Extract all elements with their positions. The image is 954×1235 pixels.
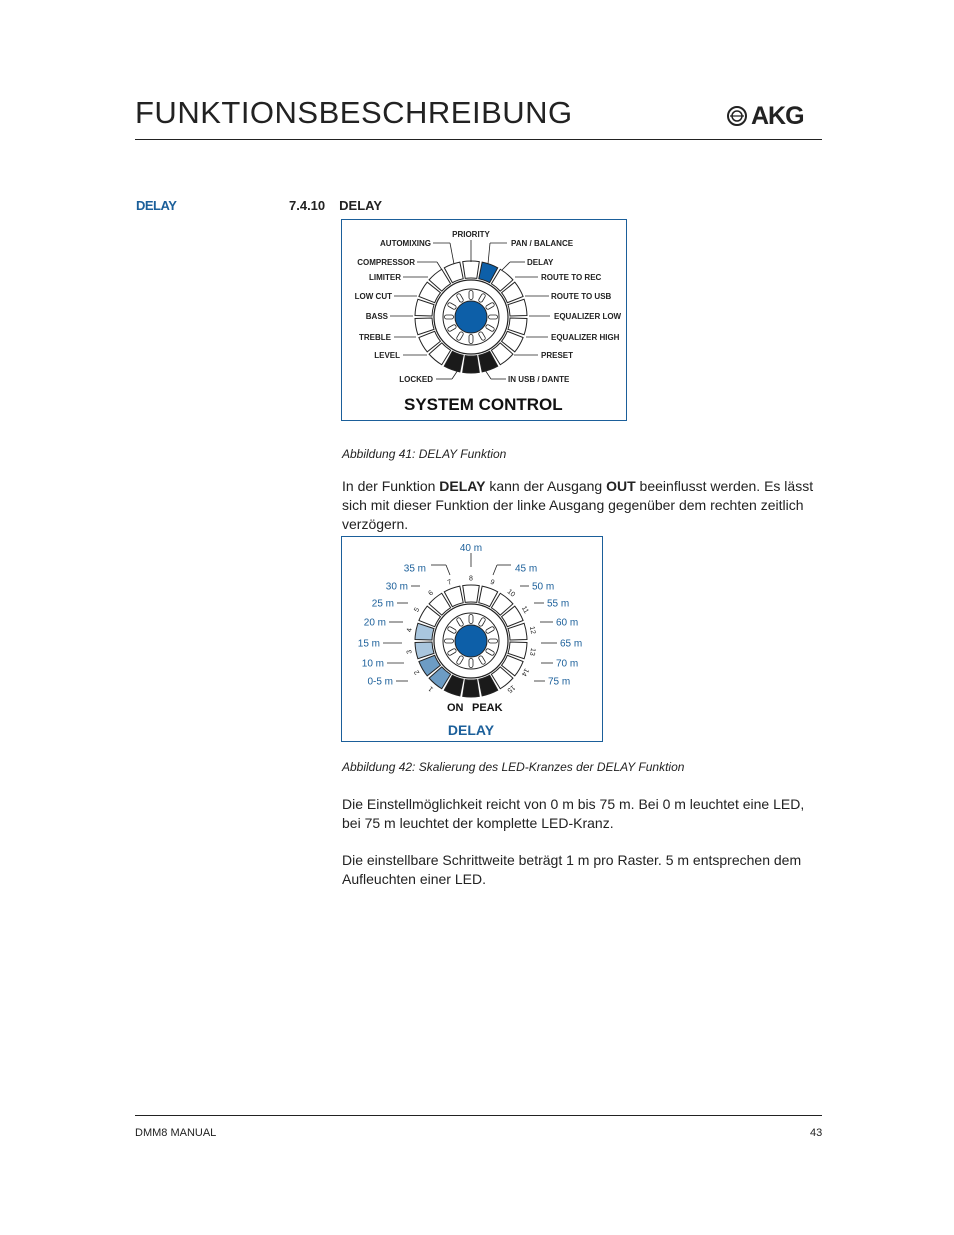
led-segment: [463, 356, 480, 373]
scale-label-left: 20 m: [363, 617, 386, 629]
scale-label-left: 10 m: [361, 658, 384, 670]
label-limiter: LIMITER: [369, 273, 401, 282]
p1-text-1: In der Funktion: [342, 478, 440, 494]
akg-emblem-icon: [727, 106, 747, 126]
scale-label-right: 75 m: [548, 676, 571, 688]
label-in-usb-dante: IN USB / DANTE: [508, 375, 570, 384]
tick-number: 6: [427, 589, 435, 598]
peak-label: PEAK: [472, 702, 503, 714]
akg-logo: [727, 104, 823, 134]
section-heading: [289, 198, 382, 213]
led-segment: [463, 261, 480, 278]
footer-divider: [135, 1115, 822, 1116]
scale-label-left: 25 m: [371, 598, 394, 610]
system-control-figure: [341, 219, 627, 421]
tick-number: 13: [527, 647, 537, 657]
label-equalizer-high: EQUALIZER HIGH: [551, 333, 620, 342]
paragraph-3: Die einstellbare Schrittweite beträgt 1 m pro Raster. 5 m entsprechen dem Aufleuchten einer LED.: [342, 852, 802, 887]
label-equalizer-low: EQUALIZER LOW: [554, 312, 622, 321]
p1-text-3: beeinflusst werden. Es lässt sich mit dieser Funktion der linke Ausgang gegenüber dem rechten zeitlich verzögern.: [342, 478, 814, 532]
led-segment: [463, 680, 480, 697]
section-title: DELAY: [339, 198, 383, 213]
label-pan-balance: PAN / BALANCE: [511, 239, 574, 248]
footer-manual-name: DMM8 MANUAL: [135, 1127, 217, 1139]
scale-label-right: 70 m: [556, 658, 579, 670]
delay-scale-diagram: [342, 537, 604, 743]
header-divider: [135, 139, 822, 140]
scale-label-right: 55 m: [547, 598, 570, 610]
scale-label-left: 35 m: [403, 563, 426, 575]
tick-number: 7: [446, 578, 453, 587]
tick-number: 15: [505, 683, 517, 694]
page-title: FUNKTIONSBESCHREIBUNG: [135, 95, 573, 130]
tick-number: 14: [519, 666, 530, 678]
section-number: 7.4.10: [289, 198, 326, 213]
scale-label-right: 60 m: [556, 617, 579, 629]
logo-text: AKG: [751, 102, 804, 130]
label-treble: TREBLE: [359, 333, 391, 342]
label-bass: BASS: [365, 312, 388, 321]
p1-text-2: kann der Ausgang: [485, 478, 607, 494]
label-low-cut: LOW CUT: [354, 292, 392, 301]
scale-label-left: 0-5 m: [367, 676, 393, 688]
panel-title: SYSTEM CONTROL: [404, 395, 563, 414]
label-delay: DELAY: [527, 258, 554, 267]
figure1-caption: Abbildung 41: DELAY Funktion: [342, 447, 507, 461]
tick-number: 11: [519, 605, 530, 615]
scale-label-right: 45 m: [515, 563, 538, 575]
scale-label-right: 50 m: [532, 581, 555, 593]
paragraph-1: [342, 477, 822, 534]
scale-label-right: 65 m: [560, 638, 583, 650]
paragraph-2: Die Einstellmöglichkeit reicht von 0 m bis 75 m. Bei 0 m leuchtet eine LED, bei 75 m leuchtet der komplette LED-Kranz.: [342, 796, 805, 831]
label-level: LEVEL: [374, 351, 400, 360]
tick-number: 10: [505, 588, 517, 599]
panel-title: DELAY: [447, 722, 495, 738]
label-preset: PRESET: [541, 351, 574, 360]
tick-number: 3: [406, 649, 414, 655]
tick-number: 9: [489, 578, 496, 587]
p1-bold-out: OUT: [606, 478, 636, 494]
tick-number: 12: [527, 625, 537, 635]
tick-number: 5: [413, 606, 422, 614]
scale-label-top: 40 m: [459, 543, 483, 554]
tick-number: 2: [413, 668, 422, 676]
scale-label-left: 15 m: [357, 638, 380, 650]
tick-number: 4: [406, 627, 414, 633]
p1-bold-delay: DELAY: [439, 478, 486, 494]
tick-number: 8: [469, 575, 473, 583]
delay-scale-figure: [341, 536, 603, 742]
side-label: DELAY: [136, 198, 177, 213]
label-route-to-rec: ROUTE TO REC: [541, 273, 602, 282]
system-control-diagram: [342, 220, 628, 422]
knob-icon: [455, 625, 487, 657]
scale-label-left: 30 m: [385, 581, 408, 593]
label-route-to-usb: ROUTE TO USB: [551, 292, 612, 301]
footer-page-number: 43: [810, 1127, 823, 1139]
led-segment: [463, 585, 480, 602]
figure2-caption: Abbildung 42: Skalierung des LED-Kranzes der DELAY Funktion: [342, 760, 685, 774]
label-automixing: AUTOMIXING: [380, 239, 431, 248]
on-label: ON: [447, 702, 464, 714]
tick-number: 1: [427, 684, 435, 693]
label-priority: PRIORITY: [452, 230, 490, 239]
label-locked: LOCKED: [399, 375, 433, 384]
knob-icon: [455, 301, 487, 333]
label-compressor: COMPRESSOR: [357, 258, 415, 267]
